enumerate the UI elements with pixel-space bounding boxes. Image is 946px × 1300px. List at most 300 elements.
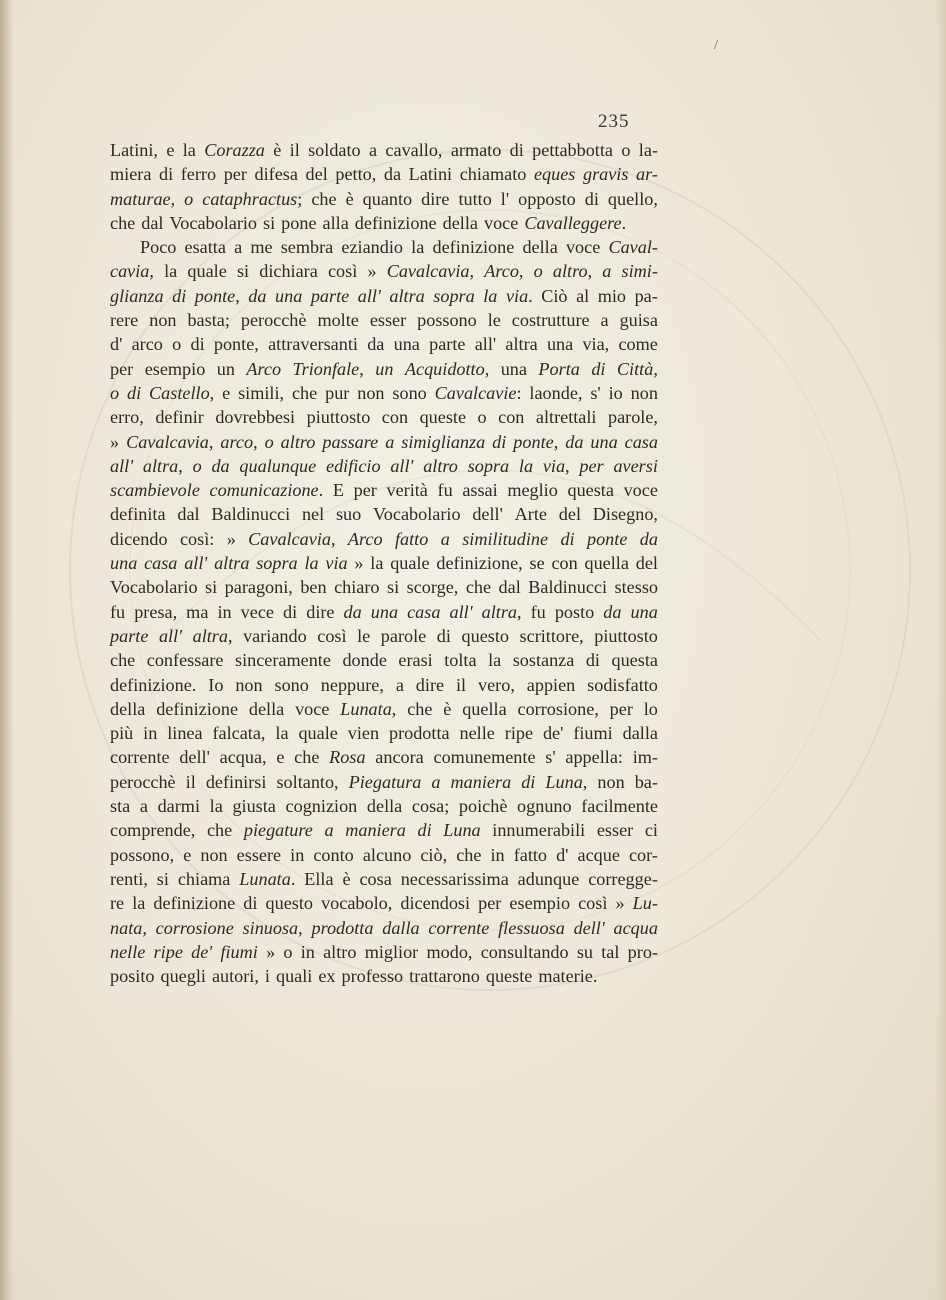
word: quale — [187, 261, 227, 282]
italic-text: arco — [220, 431, 254, 452]
word: altro, — [552, 261, 593, 282]
word: ponte, — [513, 431, 559, 452]
italic-text: glianza — [110, 285, 164, 306]
word: perocchè — [240, 310, 307, 331]
italic-text: via — [325, 553, 348, 574]
word: della — [442, 212, 478, 233]
word: alla — [322, 212, 349, 233]
word: confessare — [146, 650, 224, 671]
word: attraversanti — [268, 334, 358, 355]
word: trattarono — [409, 966, 480, 987]
text-line — [110, 843, 658, 867]
italic-text: Arco — [246, 358, 282, 379]
word: appella: — [565, 747, 623, 768]
word: autori, — [211, 966, 259, 987]
italic-text: da — [211, 455, 230, 476]
word: a — [600, 310, 609, 331]
word: armato — [450, 140, 502, 160]
word — [625, 430, 658, 454]
text-line — [110, 770, 658, 794]
italic-text: o — [110, 382, 120, 403]
word: una — [500, 358, 527, 379]
word: dovrebbesi — [215, 407, 296, 428]
word: esempio — [144, 358, 206, 379]
word — [498, 916, 565, 940]
word: sodisfatto — [587, 674, 658, 695]
text-line — [110, 940, 658, 964]
italic-text: dell' — [573, 917, 605, 938]
word: fu — [110, 601, 126, 622]
word: » — [266, 941, 276, 962]
word — [244, 818, 313, 842]
italic-text: casa — [407, 601, 441, 622]
italic-text: parte — [110, 625, 149, 646]
italic-text: Arco — [484, 261, 519, 282]
word: modo, — [426, 941, 473, 962]
word: fiumi — [573, 723, 613, 744]
word: Vocabolario — [169, 212, 258, 233]
text-line — [110, 357, 658, 381]
word: per — [609, 698, 633, 719]
text-line — [110, 187, 658, 211]
italic-text: altra — [389, 285, 425, 306]
word — [358, 284, 381, 308]
word: vocabolo, — [321, 893, 393, 914]
word: perocchè — [110, 771, 176, 792]
italic-text: a — [385, 431, 395, 452]
word — [483, 284, 497, 308]
italic-text: a — [431, 771, 441, 792]
italic-text: Cavalcavia — [248, 528, 331, 549]
word — [326, 454, 381, 478]
word: dicendosi — [400, 893, 471, 914]
word: Cavalcavie: — [434, 382, 522, 403]
word: al — [576, 285, 590, 306]
word — [613, 454, 657, 478]
word: falcata, — [212, 723, 266, 744]
italic-text: maniera — [450, 771, 512, 792]
italic-text: qualunque — [239, 455, 317, 476]
word: lo — [643, 698, 658, 719]
word: quale — [298, 723, 338, 744]
word — [591, 357, 605, 381]
word: da — [367, 334, 385, 355]
word: chiama — [177, 868, 231, 889]
word: che — [465, 577, 492, 598]
word — [451, 770, 512, 794]
word: variando — [243, 625, 307, 646]
word: queste — [419, 407, 467, 428]
word — [110, 284, 164, 308]
word: mio — [597, 285, 627, 306]
word: cavia, — [110, 261, 154, 282]
word: donde — [342, 650, 387, 671]
word: Cavalcavia, — [248, 528, 336, 549]
word: acqua, — [219, 747, 267, 768]
word: all' — [474, 334, 497, 355]
word: definir — [155, 407, 204, 428]
word: de' — [542, 723, 564, 744]
word: della — [522, 237, 558, 258]
word: ognuno — [517, 796, 572, 817]
word: tal — [601, 941, 620, 962]
word: la — [275, 723, 289, 744]
italic-text: flessuosa — [498, 917, 565, 938]
italic-text: all' — [158, 625, 183, 646]
text-line — [110, 332, 658, 356]
word: Latini — [408, 164, 453, 185]
italic-text: Cavalcavia — [126, 431, 209, 452]
word: meglio — [507, 480, 558, 501]
word: si — [263, 212, 276, 233]
word: tutto — [458, 188, 492, 209]
word: poichè — [458, 796, 508, 817]
word — [636, 162, 658, 186]
word — [127, 381, 141, 405]
text-line — [110, 502, 658, 526]
text-line — [110, 235, 658, 259]
italic-text: via — [542, 455, 566, 476]
text-line — [110, 575, 658, 599]
word — [110, 381, 119, 405]
word: dicendo — [110, 528, 168, 549]
word: definirsi — [205, 771, 267, 792]
italic-text: sopra — [433, 285, 475, 306]
word: che — [291, 382, 318, 403]
italic-text: fatto — [394, 528, 429, 549]
word — [110, 551, 137, 575]
italic-text: Cavalcavia — [386, 261, 470, 282]
word: me — [250, 237, 273, 258]
italic-text: parte — [310, 285, 350, 306]
word: giusta — [232, 796, 276, 817]
word: questo — [461, 625, 509, 646]
word: » — [226, 528, 236, 549]
word: più — [110, 723, 134, 744]
word: facilmente — [581, 796, 658, 817]
word: paragoni, — [224, 577, 293, 598]
word: e — [166, 140, 175, 160]
word: una — [546, 334, 574, 355]
word — [110, 187, 175, 211]
word: per — [223, 164, 247, 185]
word: materie. — [538, 966, 598, 987]
word: del — [305, 164, 328, 185]
word — [371, 600, 398, 624]
word: neppure, — [320, 674, 384, 695]
word: definizione — [153, 893, 236, 914]
word: con — [381, 407, 409, 428]
word: E — [332, 480, 344, 501]
italic-text: ripe — [153, 941, 183, 962]
italic-text: una — [590, 431, 618, 452]
word: verità — [386, 480, 428, 501]
italic-text: una — [630, 601, 658, 622]
word: stesso — [614, 577, 658, 598]
word: quello, — [607, 188, 658, 209]
word — [211, 454, 229, 478]
body-text — [110, 138, 658, 988]
word: pettabbotta — [532, 140, 613, 160]
word: che — [206, 820, 233, 841]
word: del — [558, 504, 582, 525]
word: darmi — [157, 796, 201, 817]
word: fu — [530, 601, 546, 622]
word: che — [110, 650, 136, 671]
word: difesa — [254, 164, 298, 185]
text-line — [110, 673, 658, 697]
word: si — [205, 577, 218, 598]
word: in — [217, 601, 232, 622]
word: si — [236, 261, 250, 282]
text-line — [110, 454, 658, 478]
text-line — [110, 624, 658, 648]
word — [220, 940, 257, 964]
italic-text: la — [518, 455, 534, 476]
word: cor- — [628, 844, 658, 865]
italic-text: ar- — [636, 164, 658, 185]
word: la — [132, 893, 146, 914]
word — [110, 454, 133, 478]
word — [587, 527, 627, 551]
word: sono — [274, 674, 309, 695]
italic-text: all' — [357, 285, 381, 306]
word: erro, — [110, 407, 144, 428]
word: Baldinucci — [528, 577, 608, 598]
word: Vocabolario — [373, 504, 461, 525]
word: alcuno — [362, 844, 412, 865]
word: una — [393, 334, 420, 355]
italic-text: Porta — [538, 358, 580, 379]
italic-text: all' — [390, 455, 414, 476]
word: a — [234, 237, 243, 258]
italic-text: Città — [616, 358, 654, 379]
word: e — [183, 844, 192, 865]
word: ciò, — [420, 844, 448, 865]
word: dal — [141, 212, 164, 233]
italic-text: di — [492, 431, 507, 452]
word — [144, 551, 177, 575]
word: corrosione, — [517, 698, 599, 719]
word: posito — [110, 966, 155, 987]
italic-text: altra — [192, 625, 228, 646]
word: assai — [462, 480, 498, 501]
word: costrutture — [511, 310, 590, 331]
word: esser — [596, 820, 634, 841]
italic-text: di — [591, 358, 606, 379]
word: ba- — [634, 771, 658, 792]
word: a — [139, 796, 148, 817]
word: scorge, — [406, 577, 459, 598]
word: la — [488, 650, 502, 671]
word: un — [216, 358, 235, 379]
word: necessarissima — [400, 868, 509, 889]
word: dichiara — [259, 261, 318, 282]
word: consultando — [480, 941, 569, 962]
word — [110, 478, 200, 502]
word: acque — [577, 844, 620, 865]
word: il — [289, 140, 300, 160]
word: corrente — [110, 747, 170, 768]
word: altra, — [481, 601, 522, 622]
word: fu — [437, 480, 453, 501]
word: simili, — [238, 382, 285, 403]
word: pur — [325, 382, 350, 403]
word: parole, — [607, 407, 658, 428]
word: così — [578, 893, 608, 914]
italic-text: passare — [322, 431, 379, 452]
word: di — [159, 164, 174, 185]
word: altra — [505, 334, 538, 355]
word: questa — [567, 480, 614, 501]
word — [401, 430, 485, 454]
text-line — [110, 405, 658, 429]
italic-text: nata — [110, 917, 143, 938]
italic-text: Acquidotto — [404, 358, 485, 379]
word — [631, 600, 658, 624]
italic-text: una — [275, 285, 303, 306]
word: ponte, — [194, 285, 240, 306]
word — [275, 284, 302, 308]
italic-text: a — [440, 528, 450, 549]
word — [579, 454, 603, 478]
word: della — [110, 698, 146, 719]
word: con — [551, 553, 578, 574]
text-line — [110, 648, 658, 672]
word: della — [248, 698, 285, 719]
word: quegli — [160, 966, 206, 987]
word: piuttosto — [306, 407, 371, 428]
word — [382, 916, 419, 940]
word: definizione — [354, 212, 437, 233]
word: ex — [318, 966, 336, 987]
word — [395, 527, 428, 551]
word: soldato — [308, 140, 361, 160]
italic-text: di — [126, 382, 142, 403]
word: via. — [505, 285, 533, 306]
word: si — [387, 577, 400, 598]
word: pa- — [634, 285, 658, 306]
word: a — [369, 140, 378, 160]
word — [154, 940, 183, 964]
word: non — [235, 674, 263, 695]
word: vien — [347, 723, 380, 744]
word: Lunata, — [340, 698, 397, 719]
word: di — [585, 650, 600, 671]
text-line — [110, 867, 658, 891]
word: la — [411, 237, 425, 258]
italic-text: maturae, — [110, 188, 176, 209]
word: non — [357, 382, 385, 403]
word: di — [190, 334, 205, 355]
italic-text: Luna — [545, 771, 583, 792]
word: quali — [275, 966, 313, 987]
word — [603, 600, 621, 624]
italic-text: Corazza — [204, 140, 265, 160]
word: non — [630, 382, 658, 403]
word — [407, 600, 440, 624]
word: esser — [369, 310, 407, 331]
word: parte — [429, 334, 466, 355]
word — [560, 527, 574, 551]
word: molte — [317, 310, 359, 331]
word: » — [110, 431, 120, 452]
word — [633, 891, 658, 915]
italic-text: altro — [280, 431, 316, 452]
word — [538, 357, 579, 381]
word: dell' — [472, 504, 503, 525]
word — [304, 551, 318, 575]
word: o — [172, 334, 182, 355]
word — [248, 284, 266, 308]
word — [193, 454, 202, 478]
word — [184, 187, 193, 211]
italic-text: nelle — [110, 941, 146, 962]
word: è — [345, 188, 354, 209]
word: sostanza — [512, 650, 575, 671]
word: in — [290, 844, 305, 865]
word: s' — [545, 747, 556, 768]
word — [344, 600, 362, 624]
text-line — [110, 259, 658, 283]
word: re — [110, 893, 125, 914]
word — [214, 551, 249, 575]
word: presa, — [134, 601, 178, 622]
word: o — [477, 407, 487, 428]
italic-text: piegature — [243, 820, 313, 841]
word: Ciò — [541, 285, 568, 306]
word: conto — [313, 844, 354, 865]
word: così: — [179, 528, 215, 549]
word: opposto — [518, 188, 576, 209]
italic-text: da — [639, 528, 658, 549]
italic-text: per — [579, 455, 604, 476]
italic-text: altra — [142, 455, 179, 476]
italic-text: o — [192, 455, 202, 476]
italic-text: cataphractus — [202, 188, 298, 209]
word: queste — [485, 966, 533, 987]
italic-text: o — [533, 261, 543, 282]
italic-text: simi- — [621, 261, 658, 282]
word: vero, — [478, 674, 515, 695]
word: renti, — [110, 868, 148, 889]
word: erasi — [398, 650, 433, 671]
word — [428, 916, 489, 940]
text-line — [110, 527, 658, 551]
word — [614, 916, 658, 940]
word: im- — [632, 747, 658, 768]
italic-text: comunicazione — [209, 480, 319, 501]
word — [443, 818, 480, 842]
word — [159, 624, 182, 648]
word: ponte, — [213, 334, 259, 355]
italic-text: una — [110, 553, 138, 574]
word: in — [490, 844, 505, 865]
word: ferro — [180, 164, 217, 185]
word: Cavalcavia, — [126, 431, 214, 452]
word: » — [615, 893, 625, 914]
word: piuttosto — [594, 625, 658, 646]
word: sono — [392, 382, 427, 403]
word: di — [509, 140, 524, 160]
word: dal — [498, 577, 521, 598]
italic-text: fiumi — [220, 941, 258, 962]
word: che — [456, 844, 482, 865]
word — [608, 235, 658, 259]
word — [590, 430, 617, 454]
word: di — [283, 601, 298, 622]
word — [602, 259, 611, 283]
